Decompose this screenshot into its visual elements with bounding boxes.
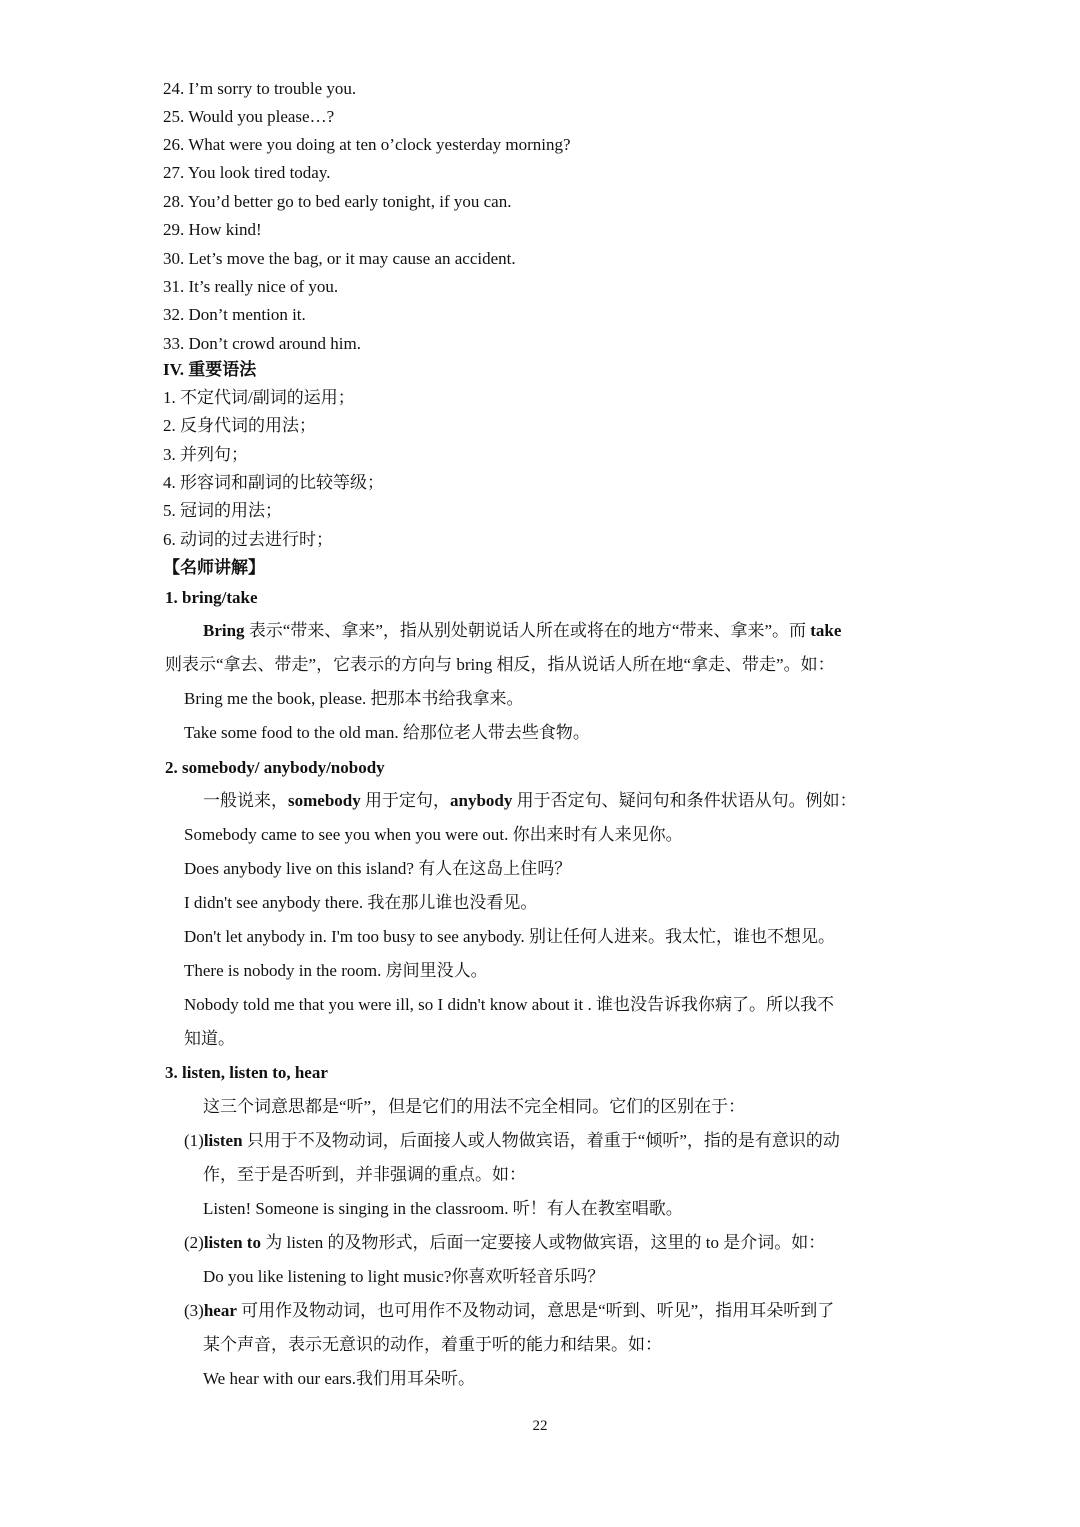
phrase-24: 24. I’m sorry to trouble you. xyxy=(163,79,357,98)
section-3-item-3-example: We hear with our ears.我们用耳朵听。 xyxy=(203,1369,475,1388)
hear-term: hear xyxy=(203,1301,237,1320)
phrase-32: 32. Don’t mention it. xyxy=(163,305,306,324)
phrase-29: 29. How kind! xyxy=(163,220,262,239)
bring-term: Bring xyxy=(203,621,245,640)
phrase-28: 28. You’d better go to bed early tonight, if you can. xyxy=(163,192,512,211)
section-1-paragraph-line-1: Bring 表示“带来、拿来”，指从别处朝说话人所在或将在的地方“带来、拿来”。而 take xyxy=(203,621,842,640)
phrase-27: 27. You look tired today. xyxy=(163,163,331,182)
section-2-example-1: Somebody came to see you when you were out. 你出来时有人来见你。 xyxy=(184,825,683,844)
section-2-intro: 一般说来，somebody 用于定句，anybody 用于否定句、疑问句和条件状语从句。例如： xyxy=(203,791,857,810)
section-3-intro: 这三个词意思都是“听”，但是它们的用法不完全相同。它们的区别在于： xyxy=(203,1097,746,1116)
grammar-item-2: 2. 反身代词的用法； xyxy=(163,416,316,435)
section-2-example-5: There is nobody in the room. 房间里没人。 xyxy=(184,961,488,980)
section-2-example-2: Does anybody live on this island? 有人在这岛上住吗？ xyxy=(184,859,572,878)
listen-to-term: listen to xyxy=(203,1233,261,1252)
phrase-26: 26. What were you doing at ten o’clock yesterday morning? xyxy=(163,135,571,154)
section-3-item-3-cont: 某个声音，表示无意识的动作，着重于听的能力和结果。如： xyxy=(203,1335,662,1354)
phrase-33: 33. Don’t crowd around him. xyxy=(163,334,361,353)
somebody-term: somebody xyxy=(288,791,361,810)
section-3-item-1-cont: 作，至于是否听到，并非强调的重点。如： xyxy=(203,1165,526,1184)
section-3-item-1-example: Listen! Someone is singing in the classroom. 听！有人在教室唱歌。 xyxy=(203,1199,683,1218)
phrase-25: 25. Would you please…? xyxy=(163,107,335,126)
section-1-title: 1. bring/take xyxy=(165,588,258,607)
grammar-item-3: 3. 并列句； xyxy=(163,445,248,464)
section-3-item-2: (2)listen to 为 listen 的及物形式，后面一定要接人或物做宾语，这里的 to 是介词。如： xyxy=(184,1233,826,1252)
explain-heading: 【名师讲解】 xyxy=(163,558,265,577)
anybody-term: anybody xyxy=(449,791,513,810)
section-2-title: 2. somebody/ anybody/nobody xyxy=(165,758,385,777)
phrase-31: 31. It’s really nice of you. xyxy=(163,277,339,296)
section-1-example-2: Take some food to the old man. 给那位老人带去些食物。 xyxy=(184,723,590,742)
take-term: take xyxy=(810,621,842,640)
section-3-item-1: (1)listen 只用于不及物动词，后面接人或人物做宾语，着重于“倾听”，指的是有意识的动 xyxy=(184,1131,840,1150)
grammar-item-4: 4. 形容词和副词的比较等级； xyxy=(163,473,384,492)
section-2-example-6: Nobody told me that you were ill, so I didn't know about it . 谁也没告诉我你病了。所以我不 xyxy=(184,995,834,1014)
section-3-title: 3. listen, listen to, hear xyxy=(165,1063,328,1082)
section-3-item-2-example: Do you like listening to light music?你喜欢听轻音乐吗？ xyxy=(203,1267,605,1286)
grammar-item-1: 1. 不定代词/副词的运用； xyxy=(163,388,355,407)
grammar-item-6: 6. 动词的过去进行时； xyxy=(163,530,333,549)
section-3-item-3: (3)hear 可用作及物动词，也可用作不及物动词，意思是“听到、听见”，指用耳朵听到了 xyxy=(184,1301,835,1320)
section-1-paragraph-line-2: 则表示“拿去、带走”，它表示的方向与 bring 相反，指从说话人所在地“拿走、带走”。如： xyxy=(165,655,835,674)
listen-term: listen xyxy=(203,1131,243,1150)
section-2-example-3: I didn't see anybody there. 我在那儿谁也没看见。 xyxy=(184,893,538,912)
phrase-30: 30. Let’s move the bag, or it may cause an accident. xyxy=(163,249,516,268)
page-number: 22 xyxy=(532,1418,548,1434)
section-1-example-1: Bring me the book, please. 把那本书给我拿来。 xyxy=(184,689,524,708)
grammar-item-5: 5. 冠词的用法； xyxy=(163,501,282,520)
section-2-example-4: Don't let anybody in. I'm too busy to see anybody. 别让任何人进来。我太忙，谁也不想见。 xyxy=(184,927,835,946)
section-2-example-6-cont: 知道。 xyxy=(184,1029,235,1048)
grammar-heading: IV. 重要语法 xyxy=(163,360,257,379)
